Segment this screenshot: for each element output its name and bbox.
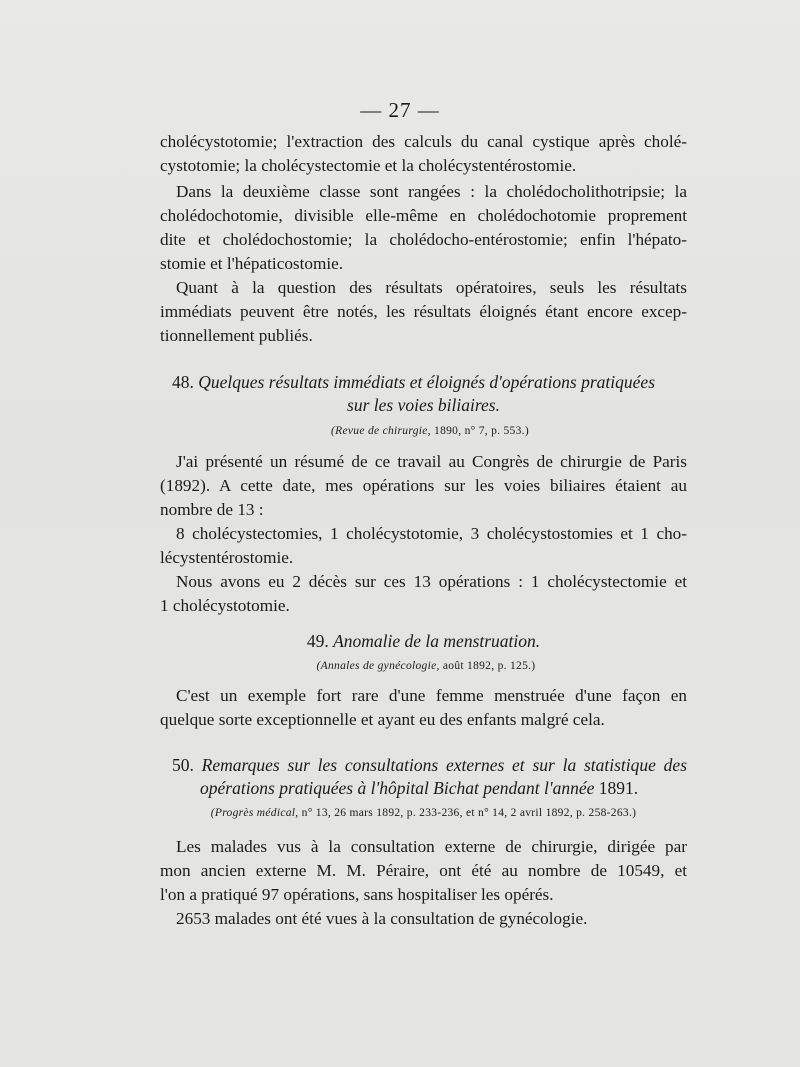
article-49-heading bbox=[160, 630, 687, 653]
article-50-source bbox=[160, 805, 687, 821]
article-50-number: 50. bbox=[172, 755, 194, 775]
article-48-body-line-3: nombre de 13 : bbox=[160, 500, 264, 519]
article-48-title-line1: Quelques résultats immédiats et éloignés d'opérations pratiquées bbox=[198, 372, 656, 392]
intro-line-4: cholédochotomie, divisible elle-même en cholédochotomie proprement bbox=[160, 206, 687, 225]
article-49-source bbox=[296, 658, 556, 674]
article-48-body-line-7: 1 cholécystotomie. bbox=[160, 596, 290, 615]
intro-line-6: stomie et l'hépaticostomie. bbox=[160, 254, 344, 273]
article-50-body-line-4: 2653 malades ont été vues à la consultation de gynécologie. bbox=[176, 909, 588, 928]
article-49-number: 49. bbox=[306, 631, 329, 651]
article-49-source-ref: août 1892, p. 125.) bbox=[442, 660, 536, 672]
intro-line-3: Dans la deuxième classe sont rangées : la cholédocholithotripsie; la bbox=[176, 182, 687, 201]
article-50-body-line-1: Les malades vus à la consultation externe de chirurgie, dirigée par bbox=[176, 837, 687, 856]
article-50-title-line2: opérations pratiquées à l'hôpital Bichat pendant l'année bbox=[200, 778, 595, 798]
article-48-title-line2: sur les voies biliaires. bbox=[347, 395, 500, 415]
article-50-body-line-3: l'on a pratiqué 97 opérations, sans hospitaliser les opérés. bbox=[160, 885, 554, 904]
article-50-body-line-2: mon ancien externe M. M. Péraire, ont été au nombre de 10549, et bbox=[160, 861, 687, 880]
page-number: — 27 — bbox=[360, 98, 440, 122]
article-50-heading bbox=[172, 754, 687, 777]
article-48-heading bbox=[172, 371, 687, 394]
article-49-body-line-2: quelque sorte exceptionnelle et ayant eu des enfants malgré cela. bbox=[160, 710, 605, 729]
article-49-title: Anomalie de la menstruation. bbox=[333, 631, 541, 651]
article-48-body-line-1: J'ai présenté un résumé de ce travail au Congrès de chirurgie de Paris bbox=[176, 452, 687, 471]
article-50-title-line1: Remarques sur les consultations externes et sur la statistique des bbox=[201, 755, 688, 775]
article-48-body-line-2: (1892). A cette date, mes opérations sur les voies biliaires étaient au bbox=[160, 476, 687, 495]
article-50-title-year: 1891. bbox=[598, 778, 639, 798]
intro-line-1: cholécystotomie; l'extraction des calculs du canal cystique après cholé- bbox=[160, 132, 687, 151]
article-48-source-ref: 1890, n° 7, p. 553.) bbox=[434, 425, 529, 437]
article-48-body-line-6: Nous avons eu 2 décès sur ces 13 opérations : 1 cholécystectomie et bbox=[176, 572, 687, 591]
article-50-title-line2-wrap bbox=[200, 777, 687, 800]
article-50-source-journal: (Progrès médical, bbox=[210, 807, 299, 819]
article-49-body-line-1: C'est un exemple fort rare d'une femme menstruée d'une façon en bbox=[176, 686, 687, 705]
article-48-source-journal: (Revue de chirurgie, bbox=[331, 425, 431, 437]
intro-line-7: Quant à la question des résultats opératoires, seuls les résultats bbox=[176, 278, 687, 297]
intro-line-9: tionnellement publiés. bbox=[160, 326, 313, 345]
intro-line-8: immédiats peuvent être notés, les résultats éloignés étant encore excep- bbox=[160, 302, 687, 321]
article-48-title-line2-wrap bbox=[160, 394, 687, 417]
article-49-source-journal: (Annales de gynécologie, bbox=[316, 660, 440, 672]
article-48-number: 48. bbox=[172, 372, 194, 392]
article-48-body-line-5: lécystentérostomie. bbox=[160, 548, 294, 567]
article-48-source bbox=[300, 423, 560, 439]
article-50-source-ref: n° 13, 26 mars 1892, p. 233-236, et n° 14, 2 avril 1892, p. 258-263.) bbox=[301, 807, 637, 819]
article-48-body-line-4: 8 cholécystectomies, 1 cholécystotomie, 3 cholécystostomies et 1 cho- bbox=[176, 524, 687, 543]
intro-line-5: dite et cholédochostomie; la cholédocho-entérostomie; enfin l'hépato- bbox=[160, 230, 687, 249]
intro-line-2: cystotomie; la cholécystectomie et la cholécystentérostomie. bbox=[160, 156, 577, 175]
